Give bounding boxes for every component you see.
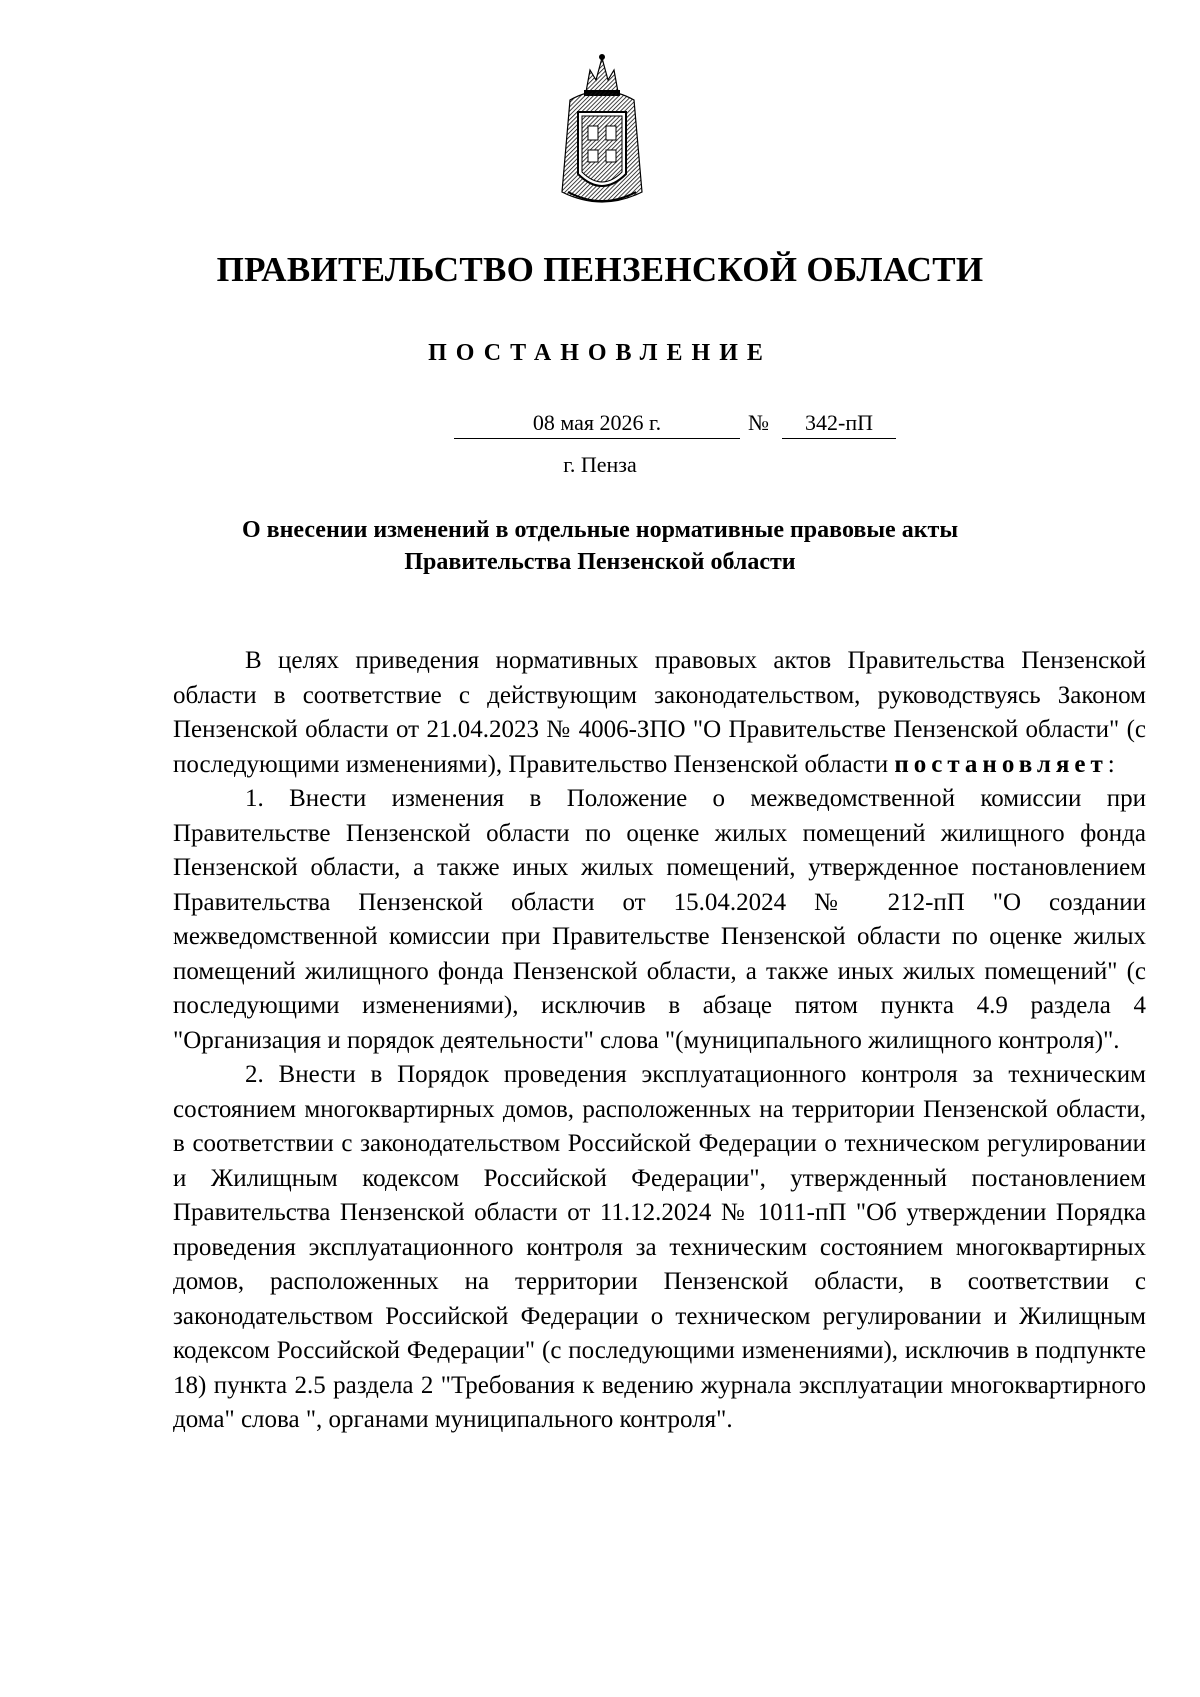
resolves-word: постановляет	[894, 750, 1108, 778]
document-body	[173, 644, 1146, 1438]
item-1-paragraph: 1. Внести изменения в Положение о межведомственной комиссии при Правительстве Пензенской области по оценке жилых помещений жилищного фонда Пензенской области, а также иных жилых помещений, утвержденное постановлением Правительства Пензенской области от 15.04.2024 № 212-пП "О создании межведомственной комиссии при Правительстве Пензенской области по оценке жилых помещений жилищного фонда Пензенской области, а также иных жилых помещений" (с последующими изменениями), исключив в абзаце пятом пункта 4.9 раздела 4 "Организация и порядок деятельности" слова "(муниципального жилищного контроля)".	[173, 785, 1146, 1054]
preamble-text: В целях приведения нормативных правовых актов Правительства Пензенской области в соответствие с действующим законодательством, руководствуясь Законом Пензенской области от 21.04.2023 № 4006-ЗПО "О Правительстве Пензенской области" (с последующими изменениями), Правительство Пензенской области	[173, 647, 1146, 778]
organization-title: ПРАВИТЕЛЬСТВО ПЕНЗЕНСКОЙ ОБЛАСТИ	[216, 250, 984, 289]
document-number: 342-пП	[782, 408, 896, 439]
document-subject	[150, 514, 1050, 578]
item-2-paragraph: 2. Внести в Порядок проведения эксплуатационного контроля за техническим состоянием многоквартирных домов, расположенных на территории Пензенской области, в соответствии с законодательством Российской Федерации о техническом регулировании и Жилищным кодексом Российской Федерации", утвержденный постановлением Правительства Пензенской области от 11.12.2024 № 1011-пП "Об утверждении Порядка проведения эксплуатационного контроля за техническим состоянием многоквартирных домов, расположенных на территории Пензенской области, в соответствии с законодательством Российской Федерации о техническом регулировании и Жилищным кодексом Российской Федерации" (с последующими изменениями), исключив в подпункте 18) пункта 2.5 раздела 2 "Требования к ведению журнала эксплуатации многоквартирного дома" слова ", органами муниципального контроля".	[173, 1061, 1146, 1433]
document-city: г. Пенза	[563, 452, 637, 477]
preamble-paragraph	[173, 644, 1146, 782]
number-sign: №	[748, 410, 769, 435]
subject-line-2: Правительства Пензенской области	[404, 549, 796, 575]
document-type: ПОСТАНОВЛЕНИЕ	[428, 340, 772, 366]
subject-line-1: О внесении изменений в отдельные нормативные правовые акты	[241, 517, 959, 543]
date-number-line	[0, 408, 1200, 442]
document-date: 08 мая 2026 г.	[454, 408, 740, 439]
coat-of-arms-emblem	[556, 52, 648, 212]
resolves-colon: :	[1107, 750, 1115, 778]
